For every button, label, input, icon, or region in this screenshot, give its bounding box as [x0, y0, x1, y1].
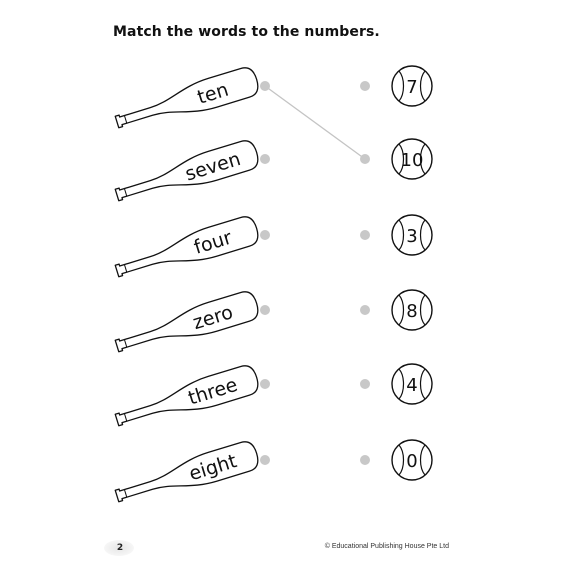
number-dot-0[interactable] — [360, 455, 370, 465]
bat-ten — [113, 65, 261, 136]
ball-10 — [392, 139, 432, 179]
number-label: 10 — [400, 150, 424, 171]
baseball-bat-icon — [113, 214, 261, 285]
number-balls — [392, 66, 432, 480]
word-dot-four[interactable] — [260, 230, 270, 240]
number-label: 0 — [406, 451, 418, 472]
number-dot-10[interactable] — [360, 154, 370, 164]
page-number: 2 — [116, 543, 124, 553]
number-dot-8[interactable] — [360, 305, 370, 315]
ball-3 — [392, 215, 432, 255]
word-label: eight — [186, 450, 240, 486]
number-label: 4 — [406, 375, 418, 396]
bat-four — [113, 214, 261, 285]
word-dot-three[interactable] — [260, 379, 270, 389]
copyright-notice: © Educational Publishing House Pte Ltd — [324, 543, 449, 550]
word-dot-eight[interactable] — [260, 455, 270, 465]
word-dot-zero[interactable] — [260, 305, 270, 315]
word-bats — [113, 65, 261, 510]
word-label: four — [191, 226, 235, 259]
word-label: zero — [190, 301, 236, 335]
matching-lines — [265, 86, 365, 159]
bat-three — [113, 363, 261, 434]
bat-seven — [113, 138, 261, 209]
bat-zero — [113, 289, 261, 360]
number-label: 3 — [406, 226, 418, 247]
word-dot-seven[interactable] — [260, 154, 270, 164]
connection-dots — [260, 81, 370, 465]
word-label: three — [185, 373, 241, 410]
word-label: ten — [194, 78, 232, 109]
baseball-bat-icon — [113, 65, 261, 136]
ball-4 — [392, 364, 432, 404]
word-dot-ten[interactable] — [260, 81, 270, 91]
ball-0 — [392, 440, 432, 480]
number-dot-4[interactable] — [360, 379, 370, 389]
baseball-bat-icon — [113, 439, 261, 510]
number-label: 8 — [406, 301, 418, 322]
instruction-title: Match the words to the numbers. — [113, 24, 380, 40]
baseball-bat-icon — [113, 289, 261, 360]
number-label: 7 — [406, 77, 418, 98]
number-dot-7[interactable] — [360, 81, 370, 91]
ball-8 — [392, 290, 432, 330]
bat-eight — [113, 439, 261, 510]
match-line-ten-10 — [265, 86, 365, 159]
baseball-bat-icon — [113, 363, 261, 434]
ball-7 — [392, 66, 432, 106]
word-label: seven — [182, 147, 244, 186]
number-dot-3[interactable] — [360, 230, 370, 240]
